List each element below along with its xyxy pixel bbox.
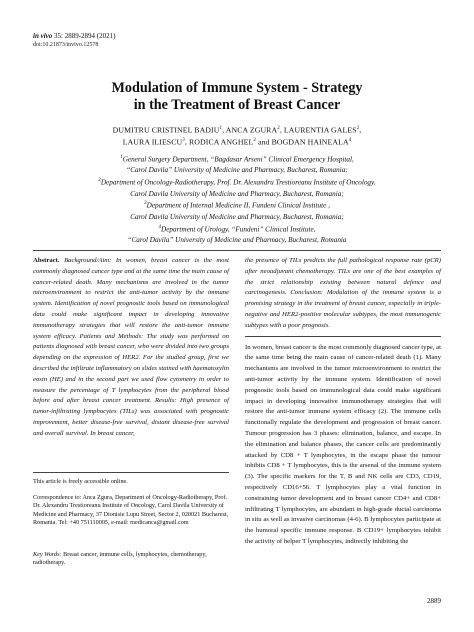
journal-citation: 35: 2889-2894 (2021) (54, 32, 116, 40)
journal-header (33, 32, 115, 49)
author-sup: 2 (356, 126, 360, 131)
affiliation-text: Department of Oncology-Radiotherapy, Prof. Dr. Alexandru Trestioreanu Institute of Oncology, (100, 178, 376, 187)
abstract-right: the presence of TILs predicts the full pathological response rate (pCR) after neoadjuvant chemotherapy. TILs are one of the best examples of the strict relationship existing between natural defence and carcinogenesis. Conclusion: Modulation of the immune system is a promising strategy in the treatment of breast cancer, especially in triple-negative and HER2-positive molecular subtypes, the most immunogenic subtypes with a poor prognosis. (245, 257, 441, 329)
affiliation-text: “Carol Davila” University of Medicine and Pharmacy, Bucharest, Romania; (126, 166, 348, 175)
left-column (33, 256, 229, 440)
author-name: DUMITRU CRISTINEL BADIU (112, 125, 220, 135)
affiliation-line (40, 189, 434, 200)
article-title (40, 80, 434, 114)
author-name: , ANCA ZGURA (222, 125, 278, 135)
divider-top (33, 250, 441, 251)
title-line-1: Modulation of Immune System - Strategy (111, 80, 363, 96)
affiliation-line (40, 176, 434, 188)
affiliation-text: General Surgery Department, “Bagdasar Arseni” Clinical Emergency Hospital, (122, 155, 354, 164)
author-name: , LAURENTIA GALES (279, 125, 357, 135)
divider-notes (33, 472, 229, 473)
affiliation-text: “Carol Davila” University of Medicine and Pharmacy, Bucharest, Romania (127, 235, 347, 244)
keywords-note (33, 551, 229, 568)
abstract-left (33, 256, 229, 440)
author-name: , RODICA ANGHEL (184, 137, 254, 147)
journal-name: in vivo (33, 32, 53, 40)
affiliation-line (40, 235, 434, 246)
abstract-text-left: Background/Aim: In women, breast cancer is the most commonly diagnosed cancer type and at the same time the main cause of cancer-related death. Many mechanisms are involved in the tumor microenvironment to restrict the anti-tumor activity by the immune system. Identification of novel prognostic tools based on immunological data could make significant impact in developing innovative immunotherapy strategies that will restore the anti-tumor immune system efficacy. Patients and Methods: The study was performed on patients diagnosed with breast cancer, who were divided into two groups depending on the expression of HER2. For the studied group, first we described the infiltrate inflammatory on slides stained with haematoxylin eosin (HE) and in the second part we used flow cytometry in order to measure the percentage of T lymphocytes from the peripheral blood before and after breast cancer treatment. Results: High presence of tumor-infiltrating lymphocytes (TILs) was associated with prognostic improvement, better disease-free survival, distant disease-free survival and overall survival. In breast cancer, (33, 257, 229, 437)
affiliation-line (40, 153, 434, 165)
author-sup: 4 (348, 137, 352, 143)
affiliation-line (40, 212, 434, 223)
affiliation-text: Carol Davila University of Medicine and Pharmacy, Bucharest, Romania; (130, 212, 344, 221)
affiliation-sup: 3 (144, 201, 147, 207)
body-text: In women, breast cancer is the most commonly diagnosed cancer type, at the same time being the main cause of cancer-related death (1). Many mechanisms are involved in the tumor microenvironment to restrict the anti-tumor activity by the immune system. Identification of novel prognostic tools based on immunological data could make significant impact in developing innovative immunotherapy strategies that will restore the anti-tumor immune system efficacy (2). The immune cells functionally regulate the development and progression of breast cancer. Tumour progression has 3 phases: elimination, balance, and escape. In the elimination and balance phases, the cancer cells are predominantly attacked by CD8 + T lymphocytes, in the escape phase the tumour inhibits CD8 + T lymphocytes, this is the arsenal of the immune system (3). The specific markers for the T, B and NK cells are CD3, CD19, respectively CD16+56. T lymphocytes play a vital function in constraining tumor development and in breast cancer CD4+ and CD8+ infiltrating T lymphocytes, are abundant in high-grade ductal carcinoma in situ as well as invasive carcinomas (4-6). B lymphocytes participate at the humoral specific immune response. B CD19+ lymphocytes inhibit the activity of helper T lymphocytes, indirectly inhibiting the (245, 343, 441, 545)
keywords-label: Key Words: (33, 551, 62, 558)
author-sep: , (359, 125, 362, 135)
affiliations (40, 153, 434, 246)
affiliation-sup: 4 (158, 224, 162, 230)
affiliation-text: Department of Urology, “Fundeni” Clinical Institute, (161, 225, 316, 233)
author-sup: 3 (182, 137, 185, 143)
divider-abstract (245, 336, 441, 337)
author-sup: 2 (253, 137, 256, 143)
title-line-2: in the Treatment of Breast Cancer (133, 97, 341, 113)
affiliation-text: Department of Internal Medicine II, Fundeni Clinical Institute , (146, 201, 330, 210)
author-name: and BOGDAN HAINEALA (255, 137, 349, 147)
author-sup: 1 (219, 126, 223, 131)
page-number: 2889 (427, 597, 441, 605)
journal-doi[interactable]: doi:10.21873/invivo.12578 (33, 41, 99, 48)
affiliation-line (40, 165, 434, 176)
keywords-text: Breast cancer, immune cells, lymphocytes, chemotherapy, radiotherapy. (33, 551, 207, 567)
affiliation-sup: 2 (98, 178, 101, 184)
open-access-note: This article is freely accessible online. (33, 478, 128, 485)
author-sup: 2 (277, 126, 280, 131)
affiliation-sup: 1 (120, 155, 123, 160)
right-column (245, 256, 441, 548)
affiliation-line (40, 199, 434, 211)
author-line-2 (40, 136, 434, 148)
abstract-label: Abstract. (33, 257, 60, 264)
correspondence-note: Correspondence to: Anca Zgura, Department of Oncology-Radiotherapy, Prof. Dr. Alexandru Trestioreanu Institute of Oncology, Carol Davila University of Medicine and Pharmacy, 37 Dionisie Lupu Street, Sector 2, 020021 Bucharest, Romania. Tel: +40 751110005, e-mail: medicanca@gmail.com (33, 494, 229, 527)
affiliation-text: Carol Davila University of Medicine and Pharmacy, Bucharest, Romania; (130, 189, 344, 198)
author-list (40, 124, 434, 147)
author-line-1 (40, 124, 434, 136)
affiliation-line (40, 223, 434, 235)
author-name: LAURA ILIESCU (122, 137, 183, 147)
